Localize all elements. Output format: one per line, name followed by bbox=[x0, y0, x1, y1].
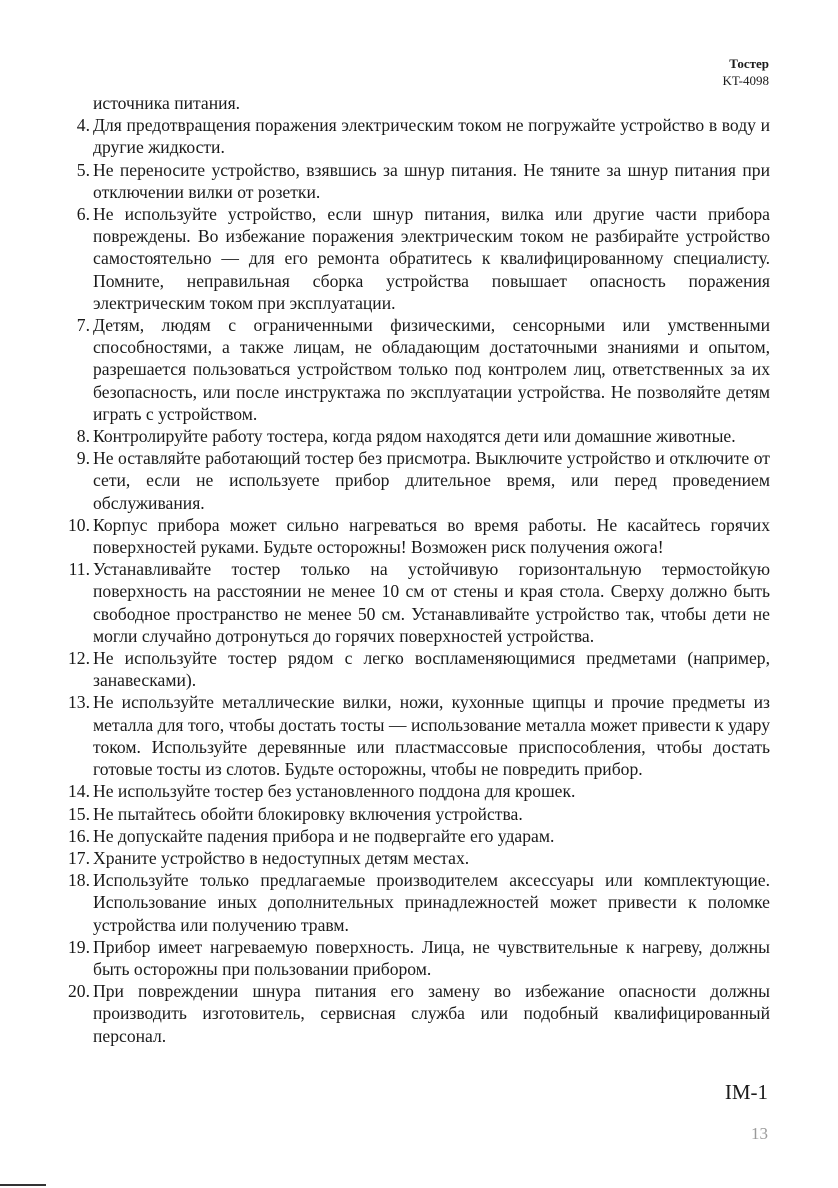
product-title: Тостер bbox=[729, 56, 769, 71]
page-edge-mark bbox=[0, 1184, 46, 1186]
item-text: Используйте только предлагаемые производителем аксессуары или комплектующие. Использование иных дополнительных принадлежностей может привести к поломке устройства или получению травм. bbox=[93, 870, 770, 935]
item-number: 7. bbox=[76, 315, 90, 336]
list-item bbox=[56, 159, 770, 203]
list-item bbox=[56, 447, 770, 514]
list-item bbox=[56, 514, 770, 558]
item-text: Устанавливайте тостер только на устойчивую горизонтальную термостойкую поверхность на расстоянии не менее 10 см от стены и края стола. Сверху должно быть свободное пространство не менее 50 см. Устанавливайте устройство так, чтобы дети не могли случайно дотронуться до горячих поверхностей устройства. bbox=[93, 559, 770, 646]
list-item bbox=[56, 847, 770, 869]
item-text: Не пытайтесь обойти блокировку включения устройства. bbox=[93, 803, 523, 824]
list-item bbox=[56, 869, 770, 936]
item-number: 12. bbox=[68, 648, 90, 669]
item-number: 18. bbox=[68, 870, 90, 891]
product-model: KT-4098 bbox=[722, 73, 769, 88]
instructions-body bbox=[56, 92, 770, 1047]
page-header bbox=[723, 55, 769, 89]
item-number: 14. bbox=[68, 781, 90, 802]
safety-list bbox=[56, 114, 770, 1047]
item-text: Для предотвращения поражения электрическим током не погружайте устройство в воду и другие жидкости. bbox=[93, 115, 770, 158]
section-code: IM-1 bbox=[724, 1080, 768, 1104]
continued-text: источника питания. bbox=[93, 93, 241, 113]
item-text: Храните устройство в недоступных детям местах. bbox=[93, 847, 470, 868]
list-item bbox=[56, 314, 770, 425]
item-text: Не переносите устройство, взявшись за шнур питания. Не тяните за шнур питания при отключении вилки от розетки. bbox=[93, 159, 770, 202]
item-text: Контролируйте работу тостера, когда рядом находятся дети или домашние животные. bbox=[93, 426, 736, 447]
item-text: Не используйте металлические вилки, ножи, кухонные щипцы и прочие предметы из металла для того, чтобы достать тосты — использование металла может привести к удару током. Используйте деревянные или пластмассовые приспособления, чтобы достать готовые тосты из слотов. Будьте осторожны, чтобы не повредить прибор. bbox=[93, 692, 770, 780]
item-text: Детям, людям с ограниченными физическими, сенсорными или умственными способностями, а также лицам, не обладающим достаточными знаниями и опытом, разрешается пользоваться устройством только под контролем лиц, ответственных за их безопасность, или после инструктажа по эксплуатации устройства. Не позволяйте детям играть с устройством. bbox=[93, 315, 770, 424]
item-text: Не используйте тостер без установленного поддона для крошек. bbox=[93, 781, 576, 802]
item-number: 9. bbox=[76, 448, 90, 469]
item-number: 13. bbox=[68, 692, 90, 713]
list-item bbox=[56, 825, 770, 847]
item-text: Не оставляйте работающий тостер без присмотра. Выключите устройство и отключите от сети, если не используете прибор длительное время, или перед проведением обслуживания. bbox=[93, 448, 770, 513]
item-number: 17. bbox=[68, 847, 90, 868]
item-number: 5. bbox=[76, 159, 90, 180]
item-number: 10. bbox=[68, 514, 90, 535]
page-number: 13 bbox=[751, 1124, 768, 1143]
item-number: 19. bbox=[68, 936, 90, 957]
item-number: 20. bbox=[68, 981, 90, 1002]
item-number: 8. bbox=[76, 426, 90, 447]
list-item bbox=[56, 691, 770, 780]
item-text: Не используйте тостер рядом с легко воспламеняющимися предметами (например, занавесками). bbox=[93, 648, 770, 691]
list-item bbox=[56, 425, 770, 447]
item-text: При повреждении шнура питания его замену во избежание опасности должны производить изготовитель, сервисная служба или подобный квалифицированный персонал. bbox=[93, 981, 770, 1046]
item-text: Корпус прибора может сильно нагреваться во время работы. Не касайтесь горячих поверхностей руками. Будьте осторожны! Возможен риск получения ожога! bbox=[93, 514, 770, 558]
list-item bbox=[56, 114, 770, 158]
item-number: 4. bbox=[76, 115, 90, 136]
list-item bbox=[56, 558, 770, 647]
list-item bbox=[56, 203, 770, 314]
list-item bbox=[56, 980, 770, 1047]
item-text: Не используйте устройство, если шнур питания, вилка или другие части прибора повреждены. Во избежание поражения электрическим током не разбирайте устройство самостоятельно — для его ремонта обратитесь к квалифицированному специалисту. Помните, неправильная сборка устройства повышает опасность поражения электрическим током при эксплуатации. bbox=[93, 204, 770, 313]
item-number: 15. bbox=[68, 803, 90, 824]
list-item bbox=[56, 936, 770, 980]
list-item bbox=[56, 647, 770, 691]
list-item bbox=[56, 803, 770, 825]
item-text: Прибор имеет нагреваемую поверхность. Лица, не чувствительные к нагреву, должны быть осторожны при пользовании прибором. bbox=[93, 936, 770, 979]
item-number: 16. bbox=[68, 825, 90, 846]
list-item bbox=[56, 780, 770, 802]
item-number: 6. bbox=[76, 204, 90, 225]
item-text: Не допускайте падения прибора и не подвергайте его ударам. bbox=[93, 825, 555, 846]
item-number: 11. bbox=[68, 559, 90, 580]
